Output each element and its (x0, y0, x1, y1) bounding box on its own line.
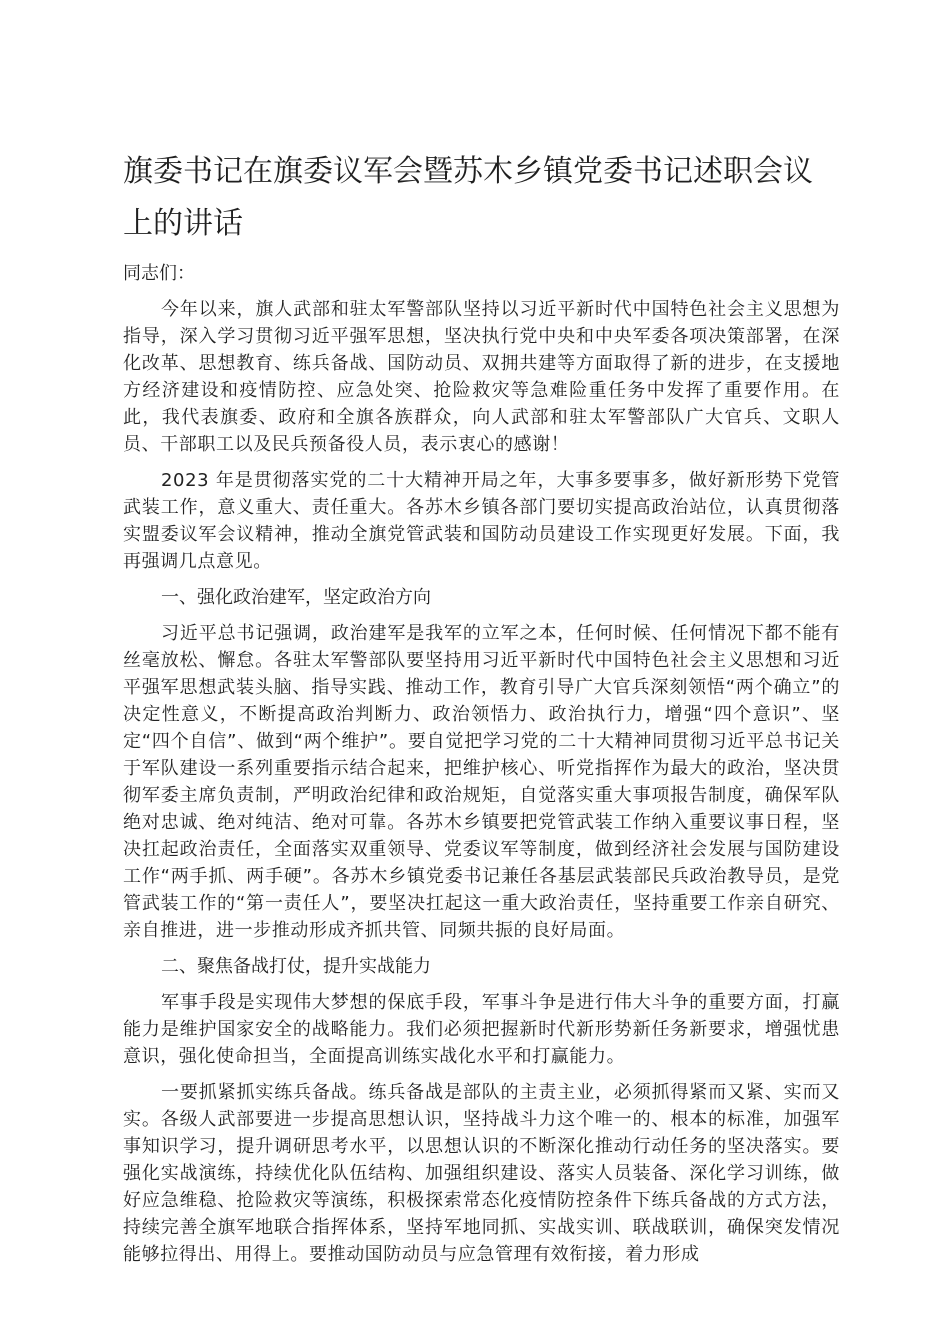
intro-paragraph-2: 2023 年是贯彻落实党的二十大精神开局之年，大事多要事多，做好新形势下党管武装工作，意义重大、责任重大。各苏木乡镇各部门要切实提高政治站位，认真贯彻落实盟委议军会议精神，推动全旗党管武装和国防动员建设工作实现更好发展。下面，我再强调几点意见。 (123, 470, 840, 572)
section-2-paragraph-2: 一要抓紧抓实练兵备战。练兵备战是部队的主责主业，必须抓得紧而又紧、实而又实。各级人武部要进一步提高思想认识，坚持战斗力这个唯一的、根本的标准，加强军事知识学习，提升调研思考水平，以思想认识的不断深化推动行动任务的坚决落实。要强化实战演练，持续优化队伍结构、加强组织建设、落实人员装备、深化学习训练，做好应急维稳、抢险救灾等演练，积极探索常态化疫情防控条件下练兵备战的方式方法，持续完善全旗军地联合指挥体系，坚持军地同抓、实战实训、联战联训，确保突发情况能够拉得出、用得上。要推动国防动员与应急管理有效衔接，着力形成 (123, 1082, 840, 1265)
document-title: 旗委书记在旗委议军会暨苏木乡镇党委书记述职会议上的讲话 (123, 154, 813, 241)
section-1-heading: 一、强化政治建军，坚定政治方向 (161, 587, 431, 608)
salutation: 同志们： (123, 263, 195, 284)
section-2-heading: 二、聚焦备战打仗，提升实战能力 (161, 956, 431, 977)
intro-paragraph-1: 今年以来，旗人武部和驻太军警部队坚持以习近平新时代中国特色社会主义思想为指导，深入学习贯彻习近平强军思想，坚决执行党中央和中央军委各项决策部署，在深化改革、思想教育、练兵备战、国防动员、双拥共建等方面取得了新的进步，在支援地方经济建设和疫情防控、应急处突、抢险救灾等急难险重任务中发挥了重要作用。在此，我代表旗委、政府和全旗各族群众，向人武部和驻太军警部队广大官兵、文职人员、干部职工以及民兵预备役人员，表示衷心的感谢！ (123, 299, 840, 455)
document-page (123, 146, 840, 1277)
section-1-paragraph: 习近平总书记强调，政治建军是我军的立军之本，任何时候、任何情况下都不能有丝毫放松、懈怠。各驻太军警部队要坚持用习近平新时代中国特色社会主义思想和习近平强军思想武装头脑、指导实践、推动工作，教育引导广大官兵深刻领悟“两个确立”的决定性意义，不断提高政治判断力、政治领悟力、政治执行力，增强“四个意识”、坚定“四个自信”、做到“两个维护”。要自觉把学习党的二十大精神同贯彻习近平总书记关于军队建设一系列重要指示结合起来，把维护核心、听党指挥作为最大的政治，坚决贯彻军委主席负责制，严明政治纪律和政治规矩，自觉落实重大事项报告制度，确保军队绝对忠诚、绝对纯洁、绝对可靠。各苏木乡镇要把党管武装工作纳入重要议事日程，坚决扛起政治责任，全面落实双重领导、党委议军等制度，做到经济社会发展与国防建设工作“两手抓、两手硬”。各苏木乡镇党委书记兼任各基层武装部民兵政治教导员，是党管武装工作的“第一责任人”，要坚决扛起这一重大政治责任，坚持重要工作亲自研究、亲自推进，进一步推动形成齐抓共管、同频共振的良好局面。 (123, 623, 840, 941)
section-2-paragraph-1: 军事手段是实现伟大梦想的保底手段，军事斗争是进行伟大斗争的重要方面，打赢能力是维护国家安全的战略能力。我们必须把握新时代新形势新任务新要求，增强忧患意识，强化使命担当，全面提高训练实战化水平和打赢能力。 (123, 992, 840, 1067)
